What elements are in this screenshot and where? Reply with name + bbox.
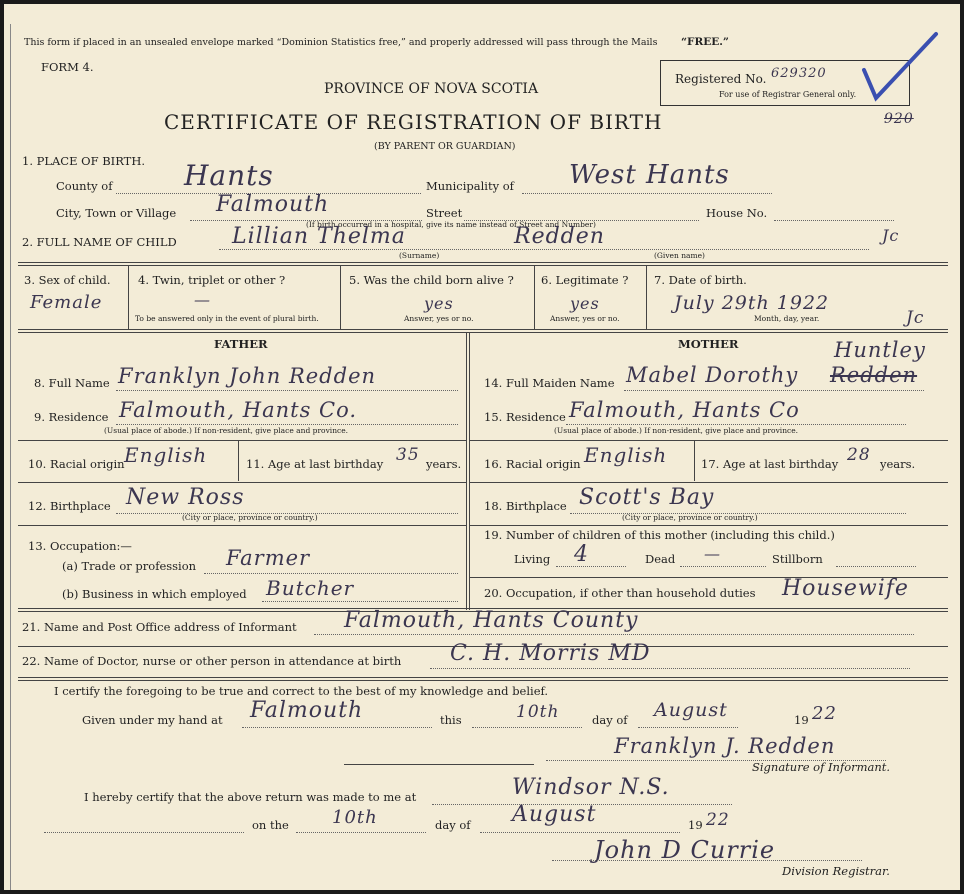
father-occupation-label: 13. Occupation:— bbox=[28, 539, 132, 553]
father-name-value: Franklyn John Redden bbox=[118, 364, 377, 388]
check-mark-icon bbox=[854, 28, 944, 108]
twin-value: — bbox=[194, 290, 211, 309]
father-residence-value: Falmouth, Hants Co. bbox=[119, 398, 358, 422]
informant-signature: Franklyn J. Redden bbox=[614, 734, 836, 758]
twin-label: 4. Twin, triplet or other ? bbox=[138, 273, 286, 287]
father-racial-label: 10. Racial origin bbox=[28, 457, 125, 471]
mother-residence-value: Falmouth, Hants Co bbox=[569, 398, 800, 422]
street-label: Street bbox=[426, 206, 463, 220]
mother-maiden-correction: Huntley bbox=[834, 338, 926, 362]
on-the-label: on the bbox=[252, 818, 289, 832]
child-given-name: Lillian Thelma bbox=[232, 224, 406, 249]
alive-note: Answer, yes or no. bbox=[404, 314, 474, 323]
given-caption: (Given name) bbox=[654, 251, 705, 260]
given-day-of-label: day of bbox=[592, 713, 628, 727]
father-birthplace-label: 12. Birthplace bbox=[28, 499, 111, 513]
this-label: this bbox=[440, 713, 462, 727]
father-residence-label: 9. Residence bbox=[34, 410, 109, 424]
mother-occupation-value: Housewife bbox=[782, 576, 909, 601]
child-name-label: 2. FULL NAME OF CHILD bbox=[22, 235, 177, 249]
page-subtitle: (BY PARENT OR GUARDIAN) bbox=[374, 141, 516, 152]
registered-label: Registered No. bbox=[675, 72, 767, 86]
doctor-value: C. H. Morris MD bbox=[450, 641, 651, 666]
on-month: August bbox=[512, 802, 597, 827]
legitimate-value: yes bbox=[570, 294, 600, 313]
birth-date-label: 7. Date of birth. bbox=[654, 273, 747, 287]
given-year-prefix: 19 bbox=[794, 713, 809, 727]
place-section-label: 1. PLACE OF BIRTH. bbox=[22, 154, 146, 168]
city-value: Falmouth bbox=[216, 192, 330, 217]
given-month: August bbox=[654, 699, 728, 721]
house-label: House No. bbox=[706, 206, 768, 220]
sex-label: 3. Sex of child. bbox=[24, 273, 111, 287]
alive-label: 5. Was the child born alive ? bbox=[349, 273, 514, 287]
father-age-label: 11. Age at last birthday bbox=[246, 457, 384, 471]
father-residence-note: (Usual place of abode.) If non-resident, give place and province. bbox=[104, 426, 349, 435]
father-birthplace-note: (City or place, province or country.) bbox=[182, 513, 318, 522]
municipality-value: West Hants bbox=[569, 160, 730, 190]
date-initials: Jc bbox=[906, 308, 925, 328]
province-heading: PROVINCE OF NOVA SCOTIA bbox=[324, 81, 539, 97]
registrar-signature: John D Currie bbox=[594, 836, 776, 864]
informant-value: Falmouth, Hants County bbox=[344, 608, 639, 633]
sex-value: Female bbox=[30, 292, 103, 313]
corner-mark: 920 bbox=[884, 111, 914, 127]
on-day-of-label: day of bbox=[435, 818, 471, 832]
legitimate-label: 6. Legitimate ? bbox=[541, 273, 629, 287]
certify-text: I certify the foregoing to be true and correct to the best of my knowledge and belief. bbox=[54, 684, 549, 698]
business-value: Butcher bbox=[266, 576, 355, 600]
trade-value: Farmer bbox=[226, 546, 311, 570]
municipality-label: Municipality of bbox=[426, 179, 514, 193]
dead-value: — bbox=[704, 544, 721, 563]
city-label: City, Town or Village bbox=[56, 206, 177, 220]
mother-age-value: 28 bbox=[847, 445, 871, 465]
business-label: (b) Business in which employed bbox=[62, 587, 247, 601]
mail-notice: This form if placed in an unsealed envelope marked “Dominion Statistics free,” and properly addressed will pass through the Mails bbox=[24, 37, 658, 48]
mother-age-label: 17. Age at last birthday bbox=[701, 457, 839, 471]
on-year: 22 bbox=[706, 810, 730, 830]
mother-occupation-label: 20. Occupation, if other than household duties bbox=[484, 586, 756, 600]
on-year-prefix: 19 bbox=[688, 818, 703, 832]
registered-number: 629320 bbox=[771, 66, 827, 81]
birth-date-value: July 29th 1922 bbox=[674, 292, 830, 314]
mail-free: “FREE.” bbox=[681, 36, 729, 48]
form-number: FORM 4. bbox=[41, 60, 94, 74]
living-label: Living bbox=[514, 552, 551, 566]
mother-age-unit: years. bbox=[880, 457, 916, 471]
father-name-label: 8. Full Name bbox=[34, 376, 110, 390]
given-day: 10th bbox=[516, 702, 560, 722]
twin-note: To be answered only in the event of plural birth. bbox=[135, 314, 319, 323]
doctor-label: 22. Name of Doctor, nurse or other person in attendance at birth bbox=[22, 654, 402, 668]
living-value: 4 bbox=[574, 542, 589, 567]
father-heading: FATHER bbox=[214, 337, 268, 351]
informant-signature-caption: Signature of Informant. bbox=[752, 760, 891, 774]
legitimate-note: Answer, yes or no. bbox=[550, 314, 620, 323]
given-place: Falmouth bbox=[250, 698, 364, 723]
father-racial-value: English bbox=[124, 443, 208, 467]
given-year: 22 bbox=[812, 703, 837, 724]
page-title: CERTIFICATE OF REGISTRATION OF BIRTH bbox=[164, 110, 663, 134]
given-label: Given under my hand at bbox=[82, 713, 223, 727]
mother-birthplace-label: 18. Birthplace bbox=[484, 499, 567, 513]
child-initials: Jc bbox=[882, 226, 900, 245]
registrar-note: For use of Registrar General only. bbox=[719, 90, 857, 99]
child-surname: Redden bbox=[514, 224, 605, 249]
birth-date-note: Month, day, year. bbox=[754, 314, 820, 323]
alive-value: yes bbox=[424, 294, 454, 313]
children-label: 19. Number of children of this mother (including this child.) bbox=[484, 528, 835, 542]
margin-line bbox=[10, 24, 11, 890]
father-age-unit: years. bbox=[426, 457, 462, 471]
stillborn-label: Stillborn bbox=[772, 552, 823, 566]
birth-certificate-form bbox=[4, 4, 960, 890]
registrar-caption: Division Registrar. bbox=[782, 864, 890, 878]
father-birthplace-value: New Ross bbox=[126, 485, 245, 510]
mother-residence-note: (Usual place of abode.) If non-resident, give place and province. bbox=[554, 426, 799, 435]
dead-label: Dead bbox=[645, 552, 676, 566]
county-label: County of bbox=[56, 179, 113, 193]
mother-heading: MOTHER bbox=[678, 337, 739, 351]
mother-residence-label: 15. Residence bbox=[484, 410, 566, 424]
mother-racial-value: English bbox=[584, 443, 668, 467]
informant-label: 21. Name and Post Office address of Informant bbox=[22, 620, 297, 634]
hospital-note: (If birth occurred in a hospital, give its name instead of Street and Number) bbox=[306, 220, 596, 229]
made-place: Windsor N.S. bbox=[512, 775, 670, 800]
county-value: Hants bbox=[184, 159, 274, 192]
mother-maiden-label: 14. Full Maiden Name bbox=[484, 376, 615, 390]
mother-birthplace-value: Scott's Bay bbox=[579, 485, 715, 510]
trade-label: (a) Trade or profession bbox=[62, 559, 197, 573]
hereby-text: I hereby certify that the above return was made to me at bbox=[84, 790, 417, 804]
on-day: 10th bbox=[332, 807, 378, 828]
surname-caption: (Surname) bbox=[399, 251, 440, 260]
mother-maiden-value: Mabel Dorothy bbox=[626, 363, 799, 387]
father-age-value: 35 bbox=[396, 445, 420, 465]
mother-racial-label: 16. Racial origin bbox=[484, 457, 581, 471]
mother-birthplace-note: (City or place, province or country.) bbox=[622, 513, 758, 522]
mother-maiden-struck: Redden bbox=[830, 363, 918, 387]
